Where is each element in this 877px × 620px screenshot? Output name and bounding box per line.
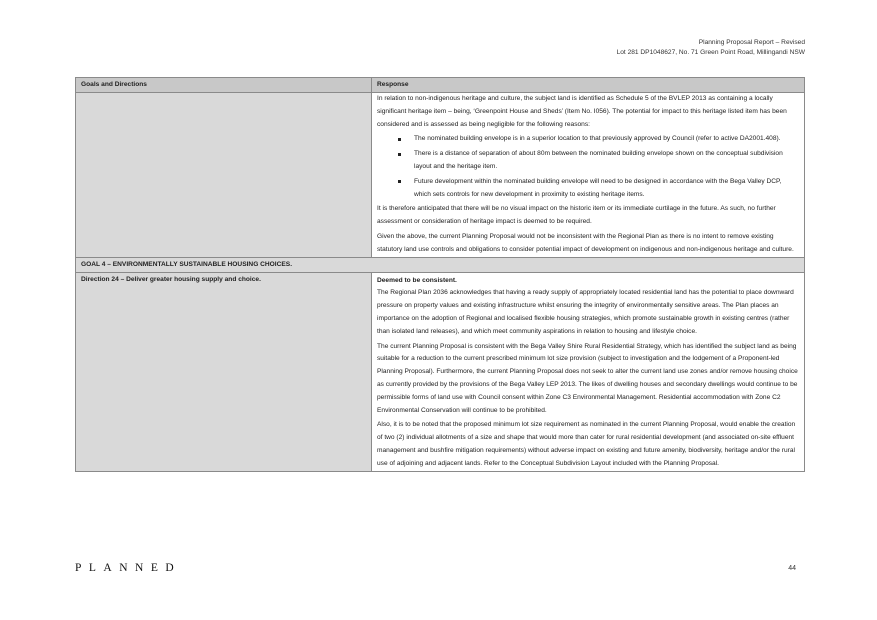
rural-strategy-paragraph: The current Planning Proposal is consistent with the Bega Valley Shire Rural Residential Strategy, which has identified the subject land as being suitable for a reduction to the current prescribed minimum lot size provision (subject to investigation and the lodgement of a Proponent-led Planning Proposal). Furthermore, the current Planning Proposal does not seek to alter the current land use zones and/or remove housing choice as currently provided by the provisions of the Bega Valley LEP 2013. The likes of dwelling houses and secondary dwellings would continue to be permissible forms of land use with Council consent within Zone C3 Environmental Management. Residential accommodation with Zone C2 Environmental Conservation will continue to be prohibited. [377, 342, 798, 414]
consistency-statement: Deemed to be consistent. [377, 276, 457, 284]
column-header-goals: Goals and Directions [76, 78, 372, 93]
table-row [76, 93, 805, 258]
heritage-conclusion-paragraph: It is therefore anticipated that there will be no visual impact on the historic item or its immediate curtilage in the future. As such, no further assessment or consideration of heritage impact is deemed to be required. [377, 205, 776, 226]
column-header-response: Response [372, 78, 805, 93]
header-site-address: Lot 281 DP1048627, No. 71 Green Point Road, Millingandi NSW [616, 49, 805, 56]
list-item-text: There is a distance of separation of about 80m between the nominated building envelope shown on the conceptual subdivision layout and the heritage item. [414, 150, 783, 170]
housing-supply-paragraph: The Regional Plan 2036 acknowledges that having a ready supply of appropriately located residential land has the potential to place downward pressure on property values and existing infrastructure whilst ensuring the integrity of environmentally sensitive areas. The Plan places an importance on the adoption of Regional and localised flexible housing strategies, which promote sustainable growth in existing centres (rather than isolated land releases), and which meet community aspirations in relation to housing and lifestyle choice. [377, 289, 794, 335]
list-item [377, 133, 799, 146]
list-item-text: The nominated building envelope is in a superior location to that previously approved by Council (refer to active DA2001.408). [414, 135, 781, 143]
goal-cell-empty [76, 93, 372, 258]
goal-4-heading: GOAL 4 – ENVIRONMENTALLY SUSTAINABLE HOUSING CHOICES. [76, 257, 805, 272]
heritage-reasons-list [377, 133, 799, 201]
goal-row [76, 257, 805, 272]
square-bullet-icon [398, 153, 401, 156]
table-header-row [76, 78, 805, 93]
response-cell [372, 272, 805, 471]
regional-plan-paragraph: Given the above, the current Planning Proposal would not be inconsistent with the Regional Plan as there is no intent to remove existing statutory land use controls and obligations to consider potential impact of development on indigenous and non-indigenous heritage and culture. [377, 232, 794, 253]
direction-24-label: Direction 24 – Deliver greater housing supply and choice. [76, 272, 372, 471]
heritage-intro-paragraph: In relation to non-indigenous heritage and culture, the subject land is identified as Schedule 5 of the BVLEP 2013 as containing a locally significant heritage item – being, ‘Greenpoint House and Sheds’ (Item No. I056). The potential for impact to this heritage listed item has been considered and is assessed as being negligible for the following reasons: [377, 95, 787, 128]
header-report-title: Planning Proposal Report – Revised [698, 39, 805, 46]
square-bullet-icon [398, 138, 401, 141]
table-row [76, 272, 805, 471]
page-header [617, 38, 805, 58]
square-bullet-icon [398, 180, 401, 183]
list-item [377, 148, 799, 174]
lot-size-paragraph: Also, it is to be noted that the proposed minimum lot size requirement as nominated in the current Planning Proposal, would enable the creation of two (2) individual allotments of a size and shape that would more than cater for rural residential development (and associated on-site effluent management and bushfire mitigation requirements) without adverse impact on existing and future amenity, biodiversity, heritage and/or the rural use of adjoining and adjacent lands. Refer to the Conceptual Subdivision Layout included with the Planning Proposal. [377, 421, 796, 467]
list-item [377, 176, 799, 202]
goals-directions-table [75, 77, 805, 472]
list-item-text: Future development within the nominated building envelope will need to be designed in accordance with the Bega Valley DCP, which sets controls for new development in proximity to existing heritage items. [414, 177, 782, 198]
planned-logo: PLANNED [75, 562, 182, 574]
page-number: 44 [788, 565, 796, 572]
response-cell [372, 93, 805, 258]
